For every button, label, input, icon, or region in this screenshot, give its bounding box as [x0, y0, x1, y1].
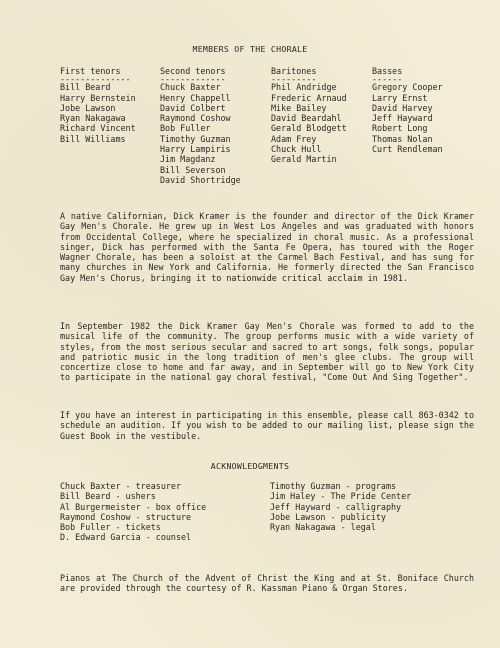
member-name: Bill Williams: [60, 133, 126, 144]
section-rule: ---------: [271, 74, 317, 85]
voice-sections: [60, 66, 480, 196]
acknowledgment-item: Ryan Nakagawa - legal: [270, 522, 376, 533]
member-name: Thomas Nolan: [372, 133, 433, 144]
members-title: MEMBERS OF THE CHORALE: [192, 44, 308, 54]
voice-section-second-tenors: [160, 66, 241, 185]
member-name: David Harvey: [372, 102, 433, 113]
voice-section-first-tenors: [60, 66, 136, 144]
member-name: Jeff Hayward: [372, 113, 433, 124]
member-name: Gregory Cooper: [372, 82, 443, 93]
acknowledgment-item: Jobe Lawson - publicity: [270, 511, 386, 522]
acknowledgment-item: Bill Beard - ushers: [60, 491, 156, 502]
member-name: David Beardahl: [271, 113, 342, 124]
member-name: Raymond Coshow: [160, 113, 231, 124]
member-name: Gerald Martin: [271, 154, 337, 165]
section-header: First tenors: [60, 66, 121, 76]
pianos-note-paragraph: Pianos at The Church of the Advent of Christ the King and at St. Boniface Church are provided through the courtesy of R. Kassman Piano & Organ Stores.: [60, 573, 474, 594]
member-name: Curt Rendleman: [372, 144, 443, 155]
member-name: Larry Ernst: [372, 92, 428, 103]
voice-section-baritones: [271, 66, 347, 165]
member-name: Frederic Arnaud: [271, 92, 347, 103]
audition-info-paragraph: If you have an interest in participating in this ensemble, please call 863-0342 to schedule an audition. If you wish to be added to our mailing list, please sign the Guest Book in the vestibule.: [60, 410, 474, 441]
member-name: Phil Andridge: [271, 82, 337, 93]
chorale-history-paragraph: In September 1982 the Dick Kramer Gay Men's Chorale was formed to add to the musical life of the community. The group performs music with a wide variety of styles, from the most serious secular and sacred to art songs, folk songs, popular and patriotic music in the long tradition of men's glee clubs. The group will concertize close to home and far away, and in September will go to New York City to participate in the national gay choral festival, "Come Out And Sing Together".: [60, 321, 474, 383]
acknowledgment-item: Chuck Baxter - treasurer: [60, 481, 182, 491]
member-name: Chuck Hull: [271, 144, 322, 155]
member-name: Bob Fuller: [160, 123, 211, 134]
member-name: Robert Long: [372, 123, 428, 134]
member-name: Timothy Guzman: [160, 133, 231, 144]
member-name: Chuck Baxter: [160, 82, 221, 93]
acknowledgment-item: Bob Fuller - tickets: [60, 522, 161, 533]
acknowledgment-item: D. Edward Garcia - counsel: [60, 532, 192, 543]
member-name: Richard Vincent: [60, 123, 136, 134]
member-name: Gerald Blodgett: [271, 123, 347, 134]
member-name: Jim Magdanz: [160, 154, 216, 165]
voice-section-basses: [372, 66, 443, 154]
section-rule: -------------: [160, 74, 226, 85]
member-name: Harry Lampiris: [160, 144, 231, 155]
section-rule: ------: [372, 74, 403, 85]
member-name: Ryan Nakagawa: [60, 113, 126, 124]
section-header: Baritones: [271, 66, 317, 76]
acknowledgments-title: ACKNOWLEDGMENTS: [210, 461, 290, 471]
section-rule: --------------: [60, 74, 131, 85]
member-name: Bill Beard: [60, 82, 111, 93]
acknowledgment-item: Jim Haley - The Pride Center: [270, 491, 412, 502]
member-name: Harry Bernstein: [60, 92, 136, 103]
acknowledgment-item: Raymond Coshow - structure: [60, 511, 192, 522]
member-name: Adam Frey: [271, 133, 317, 144]
acknowledgment-item: Timothy Guzman - programs: [270, 481, 397, 491]
member-name: David Shortridge: [160, 174, 241, 185]
acknowledgment-item: Al Burgermeister - box office: [60, 501, 207, 512]
section-header: Basses: [372, 66, 403, 76]
section-header: Second tenors: [160, 66, 226, 76]
member-name: Bill Severson: [160, 164, 226, 175]
acknowledgment-item: Jeff Hayward - calligraphy: [270, 501, 402, 512]
member-name: Henry Chappell: [160, 92, 231, 103]
acknowledgments-left-column: [60, 481, 206, 543]
director-bio-paragraph: A native Californian, Dick Kramer is the founder and director of the Dick Kramer Gay Men's Chorale. He grew up in West Los Angeles and was graduated with honors from Occidental College, where he specialized in choral music. As a professional singer, Dick has performed with the Santa Fe Opera, has toured with the Roger Wagner Chorale, has been a soloist at the Carmel Bach Festival, and has sung for many churches in New York and California. He formerly directed the San Francisco Gay Men's Chorus, bringing it to nationwide critical acclaim in 1981.: [60, 211, 474, 283]
member-name: Jobe Lawson: [60, 102, 116, 113]
acknowledgments-right-column: [270, 481, 411, 532]
member-name: David Colbert: [160, 102, 226, 113]
member-name: Mike Bailey: [271, 102, 327, 113]
